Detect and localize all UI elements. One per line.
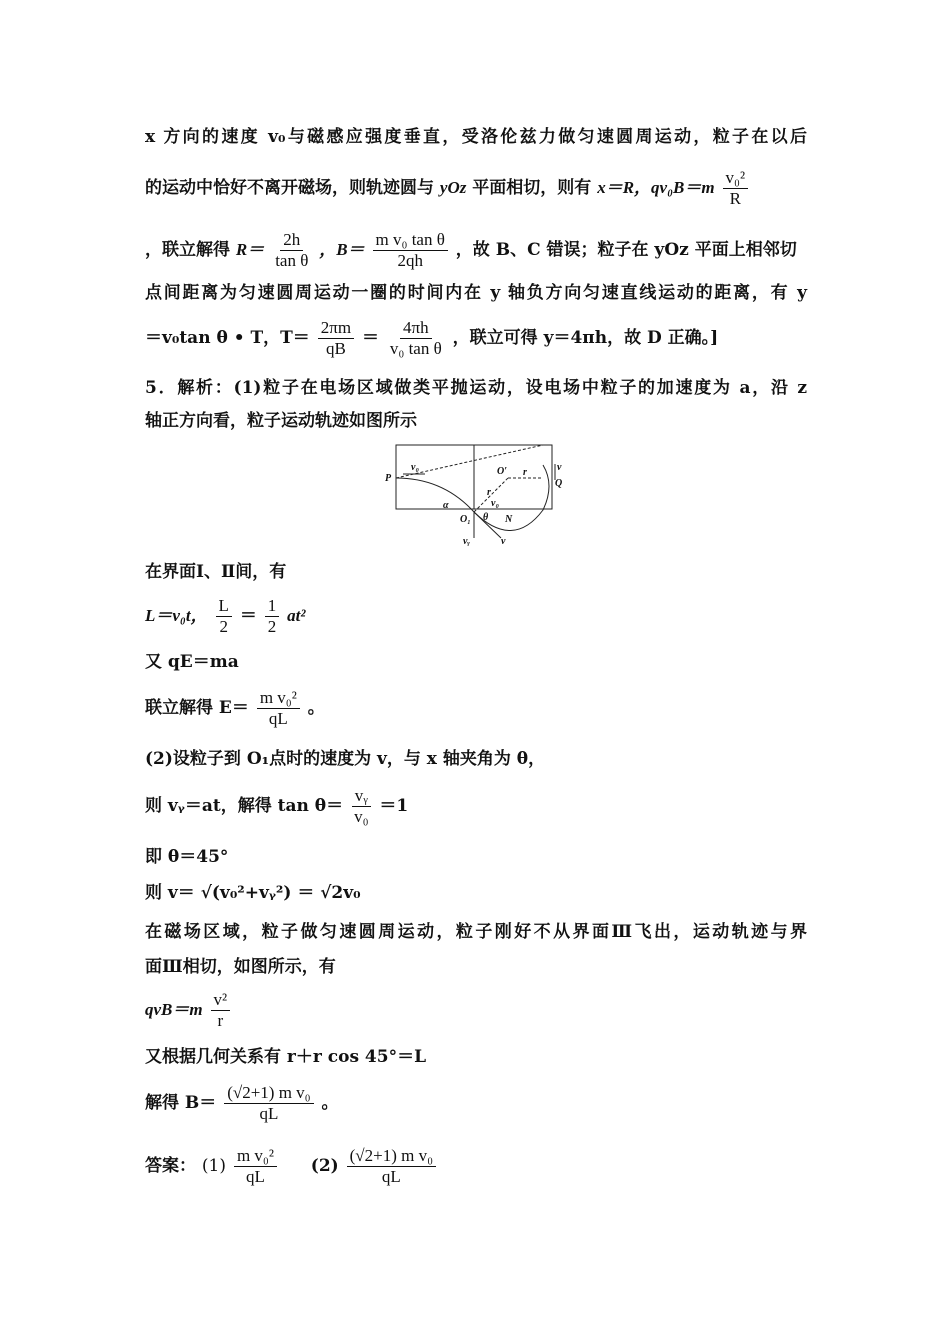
- label-v0: v₀: [411, 462, 419, 473]
- label-N: N: [505, 514, 513, 525]
- fraction-T1: $\frac{2\pi m}{qB}$: [318, 318, 354, 359]
- answer-label: 答案：: [145, 1156, 196, 1176]
- l9b: ＝: [239, 606, 257, 626]
- l13a: 则 vᵧ＝at，解得 tan θ＝: [145, 796, 344, 816]
- l3c: ，B＝: [319, 240, 365, 259]
- l15a: 则 v＝: [145, 883, 195, 903]
- label-alpha: α: [443, 500, 449, 511]
- text-line-3: [145, 230, 797, 271]
- fraction-answer-1: $\frac{\text{m v₀²}}{qL}$: [234, 1146, 277, 1187]
- fraction-v0sq-over-R: $\frac{\text{v₀²}}{R}$: [723, 168, 749, 209]
- l15b: ＝: [297, 883, 315, 903]
- text-line-21-answer: [145, 1146, 438, 1187]
- text-line-10: 又 qE＝ma: [145, 652, 239, 672]
- label-O-prime: O′: [497, 466, 508, 477]
- l5b: ＝: [361, 328, 379, 348]
- trajectory-diagram: [383, 440, 573, 550]
- fraction-T2: $\frac{4\pi h}{\text{v₀ tan θ}}$: [389, 318, 442, 358]
- l20a: 解得 B＝: [145, 1093, 217, 1113]
- answer-part-1: (1): [201, 1156, 227, 1176]
- fraction-tan: $\frac{\text{vᵧ}}{\text{v₀}}$: [351, 786, 371, 827]
- l9c: at²: [287, 606, 306, 625]
- l2c: 平面相切，则有: [472, 178, 592, 198]
- sqrt-vector: √(v₀²+vᵧ²): [200, 883, 292, 903]
- fraction-L-over-2: $\frac{L}{2}$: [216, 596, 232, 637]
- text-line-9: [145, 596, 306, 637]
- label-v-bot: v: [501, 536, 506, 547]
- label-vy: vᵧ: [463, 536, 470, 547]
- l2b: yOz: [439, 178, 467, 197]
- l18: qvB＝m: [145, 1000, 203, 1019]
- text-line-5: [145, 318, 718, 359]
- fraction-E: $\frac{\text{m v₀²}}{qL}$: [257, 688, 300, 729]
- text-line-13: [145, 786, 408, 827]
- l3d: ，故 B、C 错误；粒子在 yOz 平面上相邻切: [455, 240, 797, 260]
- l13b: ＝1: [379, 796, 409, 816]
- label-O1: O₁: [460, 514, 471, 525]
- l2a: 的运动中恰好不离开磁场，则轨迹圆与: [145, 178, 434, 198]
- text-line-15: [145, 882, 361, 904]
- fraction-1-over-2: $\frac{1}{2}$: [265, 596, 280, 637]
- text-line-6: 5．解析：(1)粒子在电场区域做类平抛运动，设电场中粒子的加速度为 a，沿 z: [145, 378, 807, 398]
- label-v0-b: v₀: [491, 498, 499, 509]
- label-theta: θ: [483, 512, 489, 523]
- label-v-top: v: [557, 462, 562, 473]
- sqrt-result: √2v₀: [320, 883, 361, 903]
- fraction-B: $\frac{\text{m v₀ tan θ}}{2qh}$: [373, 230, 448, 271]
- text-line-11: [145, 688, 325, 729]
- l9a: L＝v₀t，: [145, 606, 208, 625]
- text-line-8: 在界面Ⅰ、Ⅱ间，有: [145, 562, 287, 582]
- l5a: ＝v₀tan θ • T，T＝: [145, 328, 310, 348]
- fraction-B-result: $\frac{\text{(√2+1) m v₀}}{qL}$: [224, 1083, 313, 1124]
- text-line-18: [145, 990, 232, 1031]
- l11a: 联立解得 E＝: [145, 698, 249, 718]
- l3a: ，联立解得: [145, 240, 230, 260]
- text-line-12: (2)设粒子到 O₁点时的速度为 v，与 x 轴夹角为 θ，: [145, 749, 546, 769]
- text-line-16: 在磁场区域，粒子做匀速圆周运动，粒子刚好不从界面Ⅲ飞出，运动轨迹与界: [145, 922, 807, 942]
- l2d: x＝R，qv₀B＝m: [597, 178, 715, 197]
- text-line-1: x 方向的速度 v₀与磁感应强度垂直，受洛伦兹力做匀速圆周运动，粒子在以后: [145, 127, 807, 147]
- text-line-7: 轴正方向看，粒子运动轨迹如图所示: [145, 411, 417, 431]
- fraction-R: $\frac{2h}{\text{tan θ}}$: [275, 230, 309, 270]
- label-r2: r: [487, 487, 491, 498]
- text-line-14: 即 θ＝45°: [145, 847, 229, 867]
- answer-part-2: (2): [310, 1156, 339, 1176]
- l20b: 。: [321, 1093, 339, 1113]
- text-line-19: 又根据几何关系有 r＋r cos 45°＝L: [145, 1047, 427, 1067]
- fraction-v2-over-r: $\frac{\text{v²}}{r}$: [211, 990, 231, 1031]
- text-line-4: 点间距离为匀速圆周运动一圈的时间内在 y 轴负方向匀速直线运动的距离，有 y: [145, 283, 807, 303]
- label-P: P: [385, 473, 392, 484]
- l5c: ，联立可得 y＝4πh，故 D 正确。]: [452, 328, 719, 348]
- text-line-17: 面Ⅲ相切，如图所示，有: [145, 957, 336, 977]
- label-Q: Q: [555, 478, 563, 489]
- text-line-20: [145, 1083, 339, 1124]
- fraction-answer-2: $\frac{\text{(√2+1) m v₀}}{qL}$: [347, 1146, 436, 1187]
- l11b: 。: [307, 698, 325, 718]
- l3b: R＝: [235, 240, 265, 259]
- parabola-path: [396, 478, 474, 512]
- label-r1: r: [523, 467, 527, 478]
- text-line-2: [145, 168, 750, 209]
